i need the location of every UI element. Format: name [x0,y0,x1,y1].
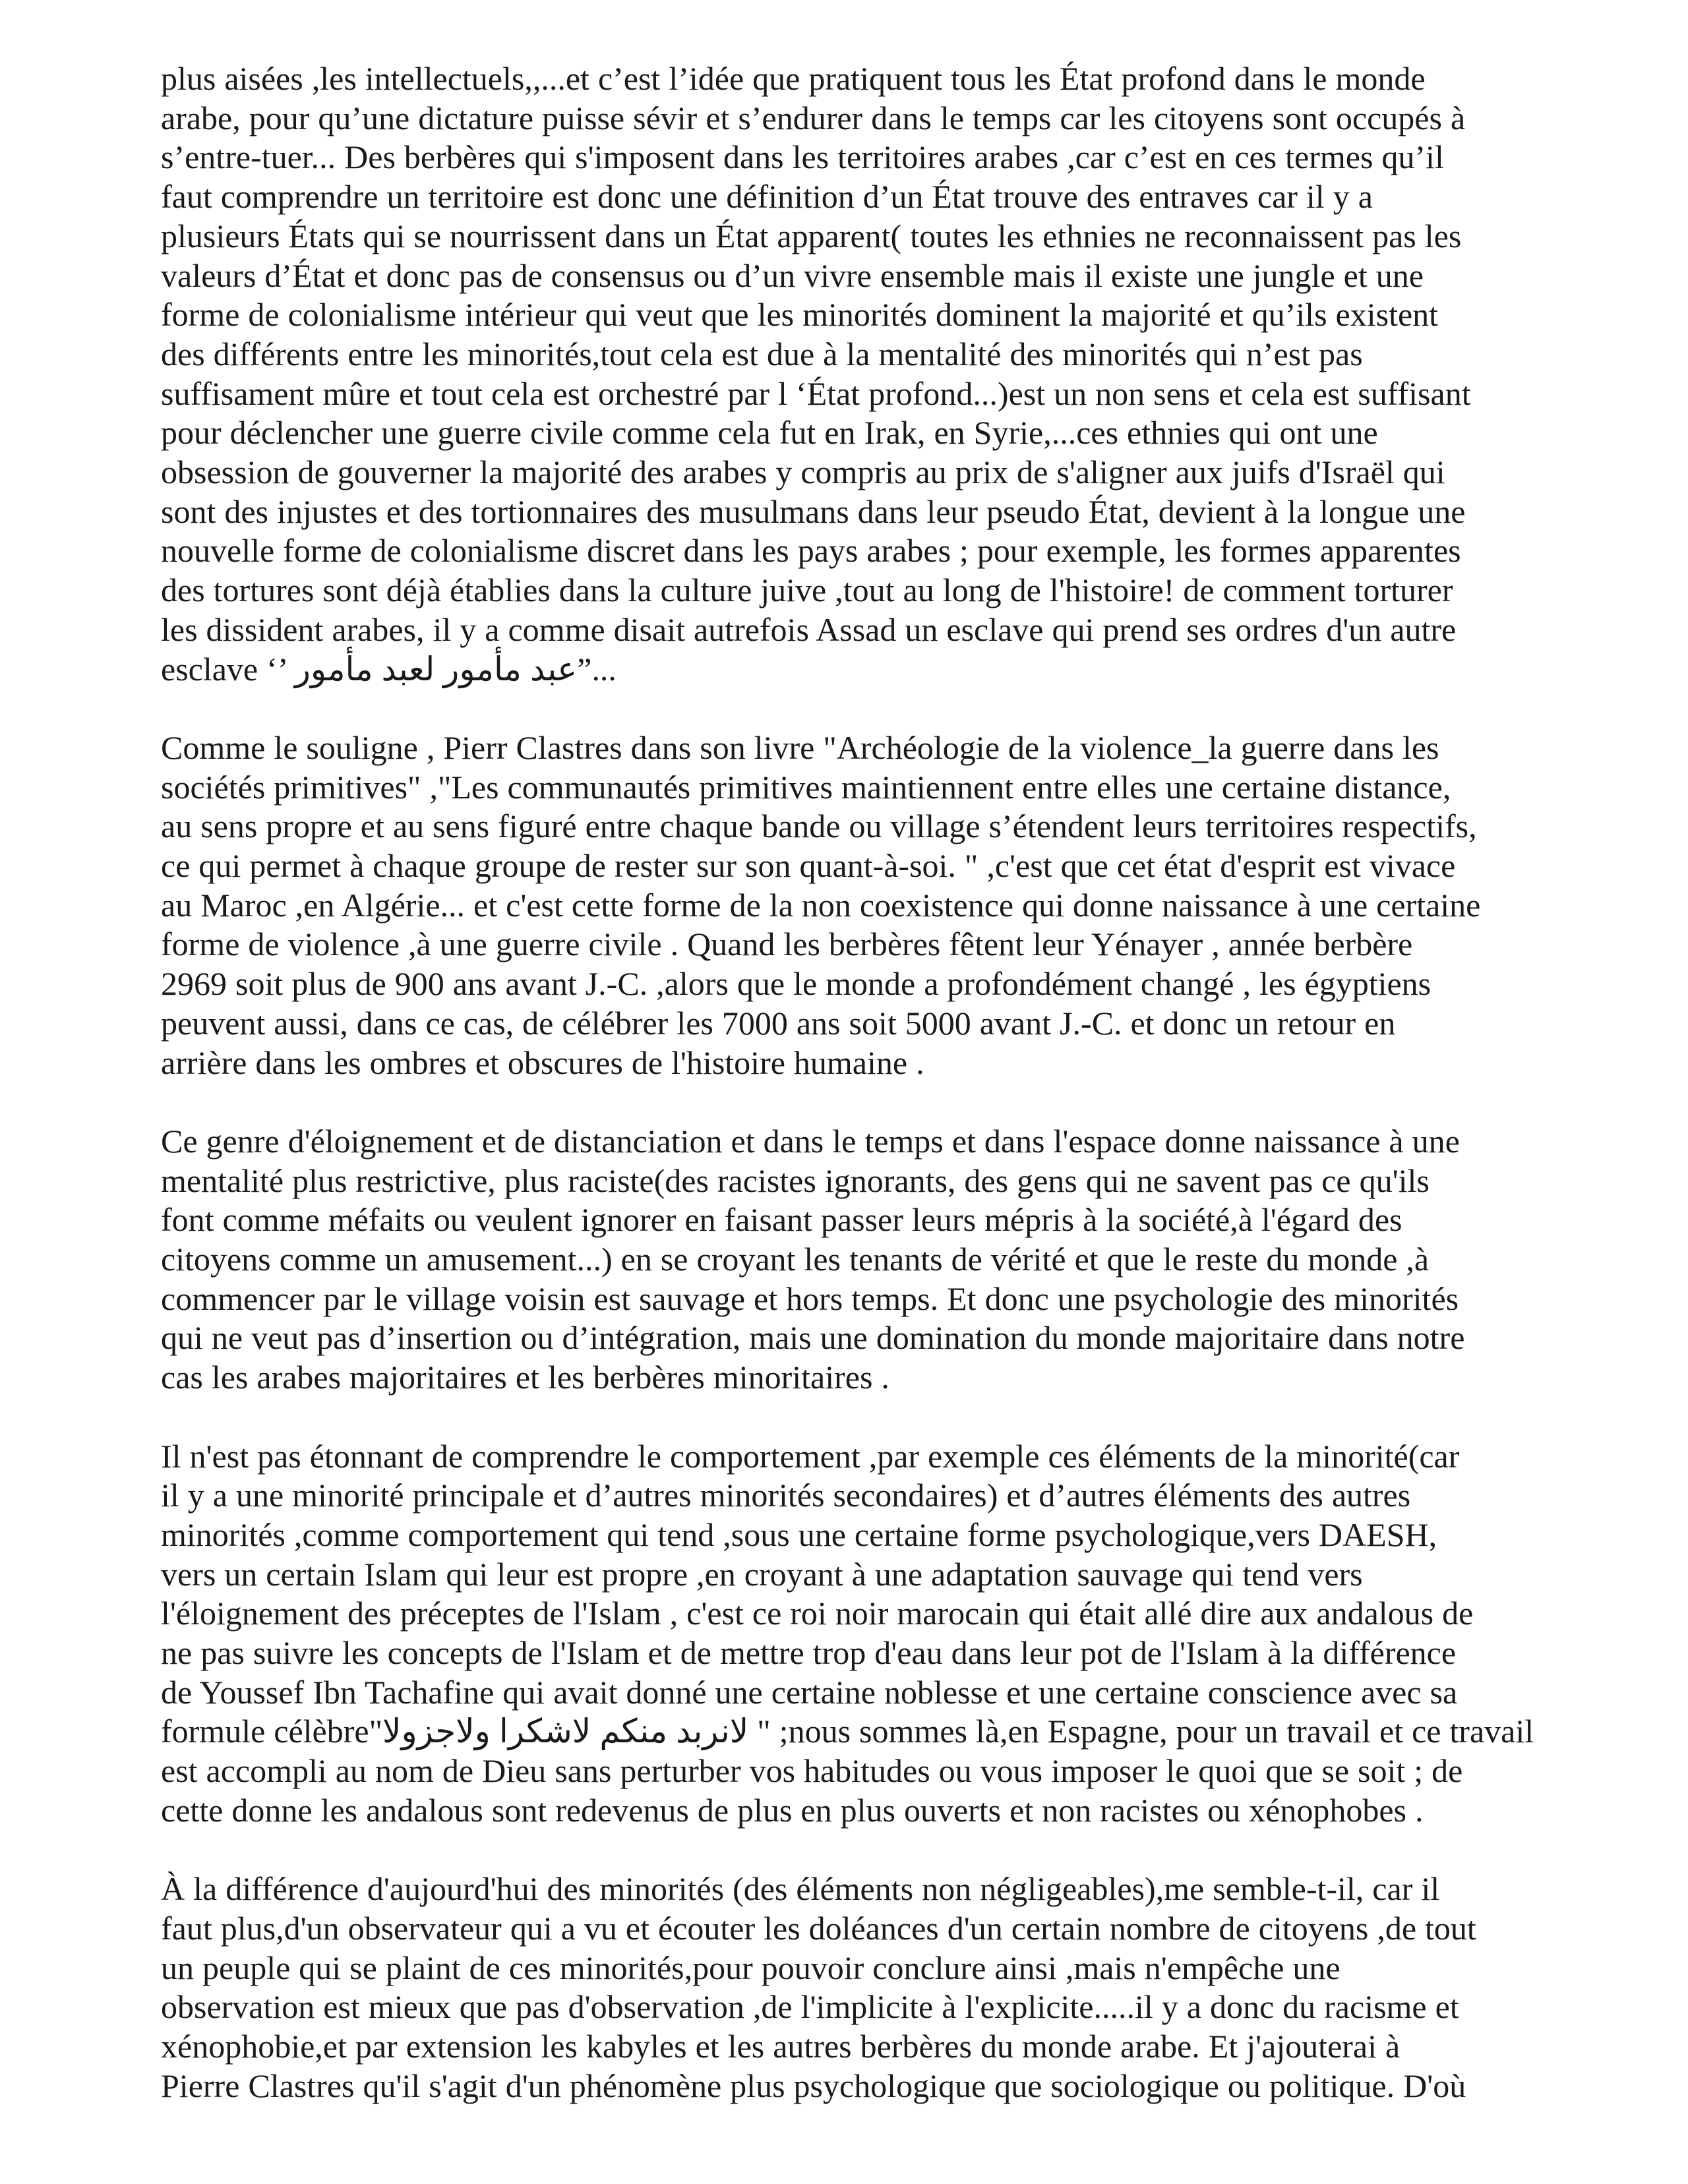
text-line: citoyens comme un amusement...) en se croyant les tenants de vérité et que le reste du monde ,à [161,1241,1430,1278]
paragraph-5 [161,1870,1579,2106]
text-line: Pierre Clastres qu'il s'agit d'un phénomène plus psychologique que sociologique ou politique. D'où [161,2067,1466,2104]
text-line: au sens propre et au sens figuré entre chaque bande ou village s’étendent leurs territoires respectifs, [161,808,1477,845]
text-line: faut plus,d'un observateur qui a vu et écouter les doléances d'un certain nombre de citoyens ,de tout [161,1909,1476,1947]
text-line: mentalité plus restrictive, plus raciste(des racistes ignorants, des gens qui ne savent pas ce qu'ils [161,1162,1430,1199]
text-line: formule célèbre"لانربد منكم لاشكرا ولاجزولا " ;nous sommes là,en Espagne, pour un travail et ce travail [161,1713,1534,1750]
text-line: vers un certain Islam qui leur est propre ,en croyant à une adaptation sauvage qui tend vers [161,1555,1363,1593]
text-line: l'éloignement des préceptes de l'Islam , c'est ce roi noir marocain qui était allé dire aux andalous de [161,1595,1474,1632]
text-line: ne pas suivre les concepts de l'Islam et de mettre trop d'eau dans leur pot de l'Islam à la différence [161,1634,1457,1672]
text-line: esclave ‘’ عبد مأمور لعبد مأمور”... [161,650,617,688]
text-line: suffisament mûre et tout cela est orchestré par l ‘État profond...)est un non sens et cela est suffisant [161,374,1471,412]
text-line: des différents entre les minorités,tout cela est due à la mentalité des minorités qui n’est pas [161,335,1363,372]
text-line: plus aisées ,les intellectuels,,...et c’est l’idée que pratiquent tous les État profond dans le monde [161,60,1426,97]
text-line: forme de colonialisme intérieur qui veut que les minorités dominent la majorité et qu’ils existent [161,296,1439,334]
document-page [161,59,1579,2145]
text-line: des tortures sont déjà établies dans la culture juive ,tout au long de l'histoire! de comment torturer [161,572,1453,609]
text-line: Il n'est pas étonnant de comprendre le comportement ,par exemple ces éléments de la minorité(car [161,1437,1460,1475]
text-line: pour déclencher une guerre civile comme cela fut en Irak, en Syrie,...ces ethnies qui ont une [161,414,1378,452]
paragraph-1 [161,59,1579,689]
text-line: s’entre-tuer... Des berbères qui s'imposent dans les territoires arabes ,car c’est en ces termes qu’il [161,138,1444,176]
text-line: cas les arabes majoritaires et les berbères minoritaires . [161,1359,889,1396]
text-line: un peuple qui se plaint de ces minorités,pour pouvoir conclure ainsi ,mais n'empêche une [161,1949,1341,1986]
text-line: sociétés primitives" ,"Les communautés primitives maintiennent entre elles une certaine distance, [161,768,1451,806]
text-line: arabe, pour qu’une dictature puisse sévir et s’endurer dans le temps car les citoyens sont occupés à [161,99,1466,136]
text-line: faut comprendre un territoire est donc une définition d’un État trouve des entraves car il y a [161,178,1373,216]
text-line: il y a une minorité principale et d’autres minorités secondaires) et d’autres éléments des autres [161,1477,1411,1514]
text-line: observation est mieux que pas d'observation ,de l'implicite à l'explicite.....il y a donc du racisme et [161,1988,1459,2026]
paragraph-3 [161,1122,1579,1398]
paragraph-2 [161,728,1579,1082]
text-line: de Youssef Ibn Tachafine qui avait donné une certaine noblesse et une certaine conscience avec sa [161,1673,1458,1711]
text-line: valeurs d’État et donc pas de consensus ou d’un vivre ensemble mais il existe une jungle et une [161,256,1424,294]
text-line: arrière dans les ombres et obscures de l'histoire humaine . [161,1044,924,1081]
text-line: qui ne veut pas d’insertion ou d’intégration, mais une domination du monde majoritaire dans notre [161,1319,1465,1357]
text-line: Comme le souligne , Pierr Clastres dans son livre "Archéologie de la violence_la guerre dans les [161,728,1439,766]
text-line: sont des injustes et des tortionnaires des musulmans dans leur pseudo État, devient à la longue une [161,492,1466,530]
text-line: commencer par le village voisin est sauvage et hors temps. Et donc une psychologie des minorités [161,1280,1459,1317]
text-line: obsession de gouverner la majorité des arabes y compris au prix de s'aligner aux juifs d'Israël qui [161,454,1445,491]
text-line: forme de violence ,à une guerre civile . Quand les berbères fêtent leur Yénayer , année berbère [161,926,1413,963]
text-line: cette donne les andalous sont redevenus de plus en plus ouverts et non racistes ou xénophobes . [161,1791,1424,1829]
text-line: les dissident arabes, il y a comme disait autrefois Assad un esclave qui prend ses ordres d'un autre [161,610,1457,648]
text-line: minorités ,comme comportement qui tend ,sous une certaine forme psychologique,vers DAESH, [161,1516,1437,1553]
paragraph-4 [161,1437,1579,1831]
text-line: peuvent aussi, dans ce cas, de célébrer les 7000 ans soit 5000 avant J.-C. et donc un retour en [161,1004,1396,1042]
text-line: est accompli au nom de Dieu sans perturber vos habitudes ou vous imposer le quoi que se soit ; de [161,1752,1463,1790]
text-line: xénophobie,et par extension les kabyles et les autres berbères du monde arabe. Et j'ajouterai à [161,2028,1401,2065]
text-line: 2969 soit plus de 900 ans avant J.-C. ,alors que le monde a profondément changé , les égyptiens [161,965,1432,1003]
text-line: font comme méfaits ou veulent ignorer en faisant passer leurs mépris à la société,à l'égard des [161,1201,1402,1239]
text-line: au Maroc ,en Algérie... et c'est cette forme de la non coexistence qui donne naissance à une certaine [161,886,1481,924]
text-line: plusieurs États qui se nourrissent dans un État apparent( toutes les ethnies ne reconnaissent pas les [161,217,1462,254]
text-line: nouvelle forme de colonialisme discret dans les pays arabes ; pour exemple, les formes apparentes [161,532,1461,570]
text-line: Ce genre d'éloignement et de distanciation et dans le temps et dans l'espace donne naissance à une [161,1122,1460,1160]
text-line: ce qui permet à chaque groupe de rester sur son quant-à-soi. " ,c'est que cet état d'esprit est vivace [161,847,1456,885]
text-line: À la différence d'aujourd'hui des minorités (des éléments non négligeables),me semble-t-il, car il [161,1870,1440,1908]
